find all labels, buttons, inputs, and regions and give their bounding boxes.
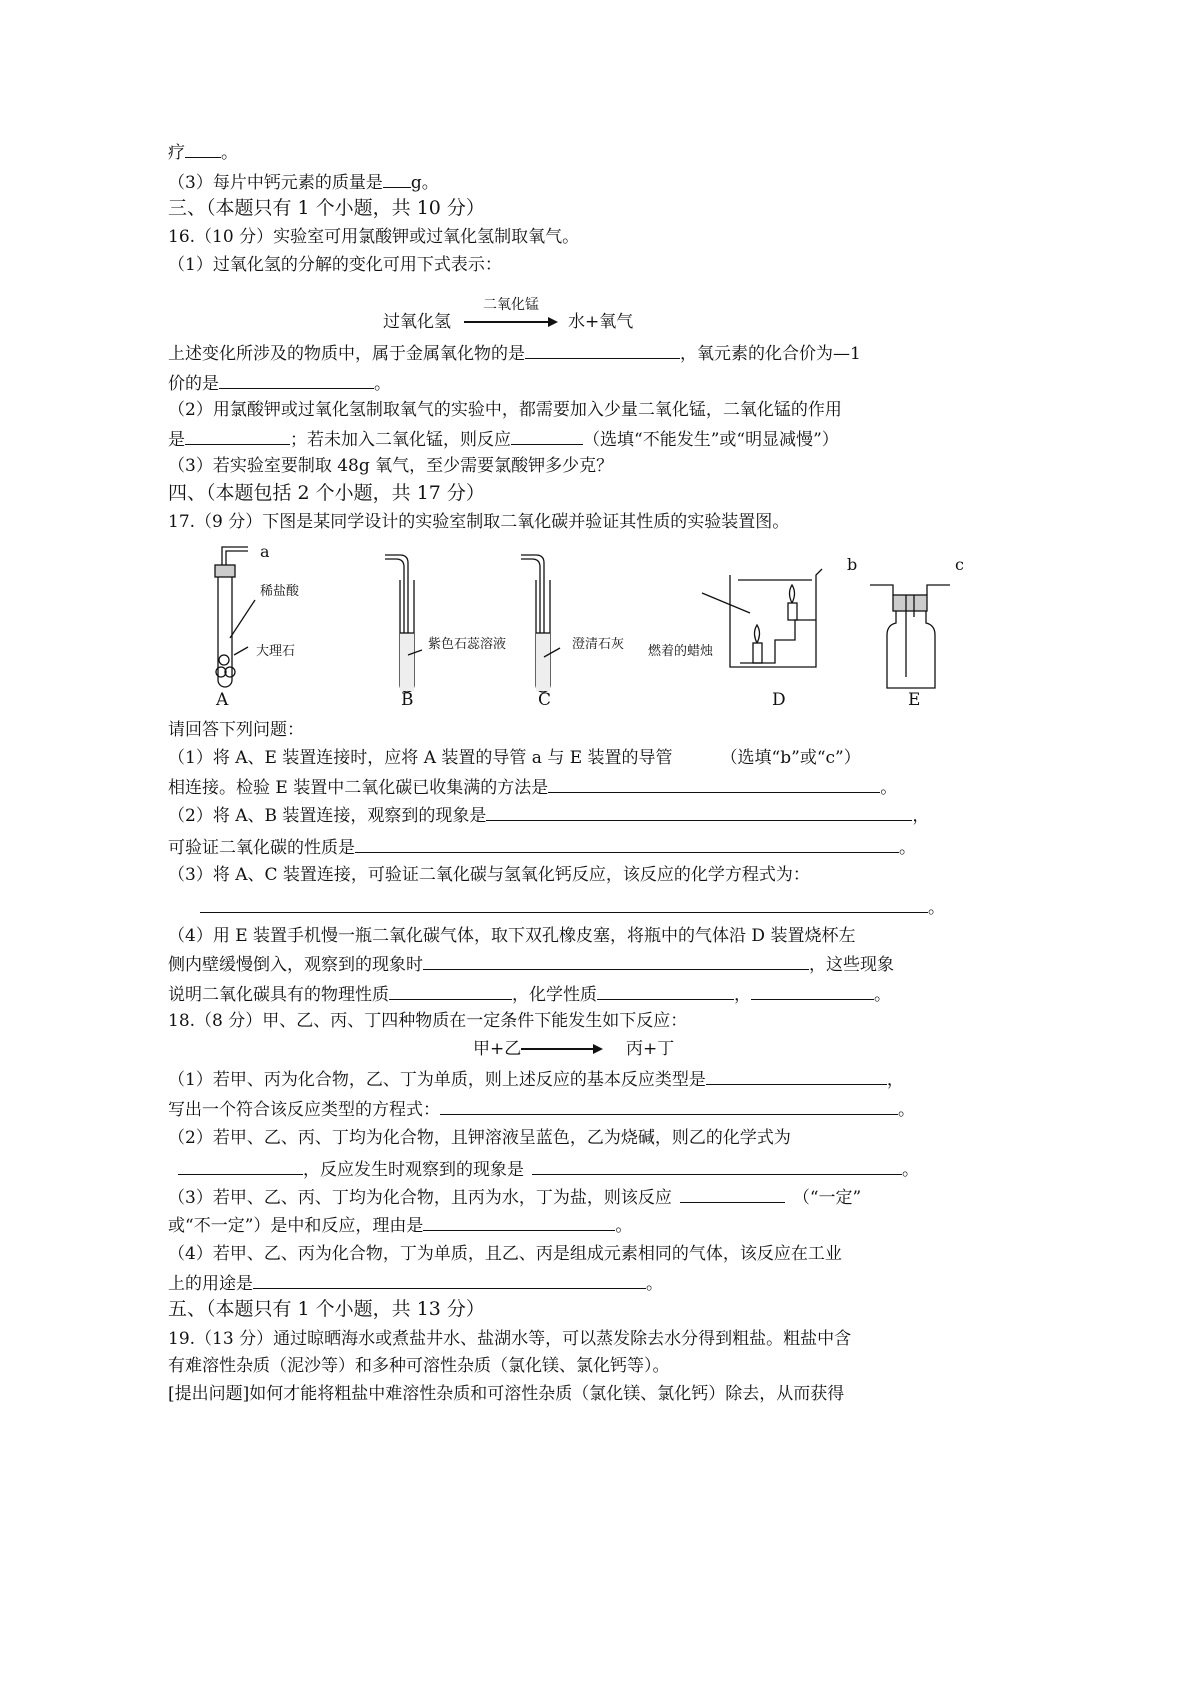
text: （选填“b”或“c”） bbox=[720, 748, 861, 768]
label-marble: 大理石 bbox=[256, 644, 296, 659]
q17-part2-line2 bbox=[168, 835, 916, 857]
answer-blank[interactable] bbox=[680, 1185, 785, 1203]
reaction-arrow-icon bbox=[462, 314, 562, 330]
figure-label-b: B bbox=[401, 690, 414, 710]
text: （选填“不能发生”或“明显减慢”） bbox=[583, 430, 839, 450]
q16-part2: （2）用氯酸钾或过氧化氢制取氧气的实验中，都需要加入少量二氧化锰，二氧化锰的作用 bbox=[168, 400, 842, 420]
answer-blank[interactable] bbox=[185, 427, 290, 445]
q18-part3-line2 bbox=[168, 1213, 632, 1235]
apparatus-c-test-tube bbox=[521, 555, 560, 692]
text: 。 bbox=[646, 1274, 663, 1294]
figure-label-e: E bbox=[908, 690, 921, 710]
answer-blank[interactable] bbox=[178, 1157, 303, 1175]
text: 是 bbox=[168, 430, 185, 450]
label-a: a bbox=[260, 545, 270, 561]
answer-blank[interactable] bbox=[253, 1271, 646, 1289]
text: 上的用途是 bbox=[168, 1274, 253, 1294]
q17-part4-line2 bbox=[168, 952, 894, 974]
answer-blank[interactable] bbox=[389, 982, 512, 1000]
q16-line-9 bbox=[168, 427, 839, 449]
q16-line-6 bbox=[168, 341, 861, 363]
q16-part3: （3）若实验室要制取 48g 氧气，至少需要氯酸钾多少克？ bbox=[168, 456, 614, 476]
section-5-heading: 五、（本题只有 1 个小题，共 13 分） bbox=[168, 1298, 485, 1320]
label-litmus: 紫色石蕊溶液 bbox=[428, 637, 507, 652]
reaction-arrow-icon bbox=[519, 1041, 609, 1057]
q17-part3: （3）将 A、C 装置连接，可验证二氧化碳与氢氧化钙反应，该反应的化学方程式为： bbox=[168, 865, 810, 885]
q17-part4-line3 bbox=[168, 982, 891, 1004]
apparatus-a-test-tube bbox=[215, 547, 255, 687]
q18-part1-line2 bbox=[168, 1097, 915, 1119]
text: 上述变化所涉及的物质中，属于金属氧化物的是 bbox=[168, 344, 525, 364]
label-c: c bbox=[955, 555, 964, 574]
eq-right: 丙+丁 bbox=[626, 1039, 675, 1059]
text: ；若未加入二氧化锰，则反应 bbox=[290, 430, 511, 450]
label-candle: 燃着的蜡烛 bbox=[648, 644, 714, 659]
text: ，氧元素的化合价为—1 bbox=[680, 344, 861, 364]
q15-line-1 bbox=[168, 140, 238, 162]
text: 。 bbox=[880, 778, 898, 798]
apparatus-d-beaker bbox=[702, 569, 822, 667]
text: （3）若甲、乙、丙、丁均为化合物，且丙为水，丁为盐，则该反应 bbox=[168, 1188, 672, 1208]
text: （“一定” bbox=[792, 1188, 862, 1208]
text: 。 bbox=[928, 898, 945, 918]
q18-part2-line2 bbox=[168, 1157, 919, 1179]
q17-part4: （4）用 E 装置手机慢一瓶二氧化碳气体，取下双孔橡皮塞，将瓶中的气体沿 D 装置烧杯左 bbox=[168, 926, 856, 946]
q16-title: 16.（10 分）实验室可用氯酸钾或过氧化氢制取氧气。 bbox=[168, 227, 580, 247]
text: ， bbox=[734, 985, 751, 1005]
q18-part4-line2 bbox=[168, 1271, 663, 1293]
text: 疗 bbox=[168, 143, 185, 163]
text: 侧内壁缓慢倒入，观察到的现象时 bbox=[168, 955, 423, 975]
text: ， bbox=[886, 1070, 904, 1090]
text: 写出一个符合该反应类型的方程式： bbox=[168, 1100, 440, 1120]
q18-part4: （4）若甲、乙、丙为化合物，丁为单质，且乙、丙是组成元素相同的气体，该反应在工业 bbox=[168, 1244, 842, 1264]
answer-blank[interactable] bbox=[486, 803, 912, 821]
text: （1）若甲、丙为化合物，乙、丁为单质，则上述反应的基本反应类型是 bbox=[168, 1070, 706, 1090]
figure-label-a: A bbox=[216, 690, 229, 710]
q16-line-7 bbox=[168, 371, 391, 393]
apparatus-e-gas-bottle bbox=[870, 585, 950, 688]
q19-line-2: 有难溶性杂质（泥沙等）和多种可溶性杂质（氯化镁、氯化钙等）。 bbox=[168, 1356, 670, 1376]
q18-part2: （2）若甲、乙、丙、丁均为化合物，且钾溶液呈蓝色，乙为烧碱，则乙的化学式为 bbox=[168, 1128, 791, 1148]
answer-blank[interactable] bbox=[200, 895, 928, 913]
eq-reactant: 过氧化氢 bbox=[383, 312, 451, 332]
text: 。 bbox=[902, 1160, 919, 1180]
answer-blank[interactable] bbox=[706, 1067, 887, 1085]
answer-blank[interactable] bbox=[440, 1097, 898, 1115]
answer-blank[interactable] bbox=[548, 775, 880, 793]
text: 或“不一定”）是中和反应，理由是 bbox=[168, 1216, 424, 1236]
answer-blank[interactable] bbox=[525, 341, 680, 359]
answer-blank[interactable] bbox=[355, 835, 899, 853]
text: 。 bbox=[874, 985, 891, 1005]
answer-blank[interactable] bbox=[383, 170, 411, 188]
text: g。 bbox=[410, 173, 439, 193]
text: 说明二氧化碳具有的物理性质 bbox=[168, 985, 389, 1005]
text: 。 bbox=[615, 1216, 633, 1236]
q17-part3-answer bbox=[168, 895, 945, 917]
q16-part1: （1）过氧化氢的分解的变化可用下式表示： bbox=[168, 255, 502, 275]
text: ，反应发生时观察到的现象是 bbox=[303, 1160, 524, 1180]
q18-part1 bbox=[168, 1067, 904, 1089]
q18-part3 bbox=[168, 1185, 861, 1207]
q17-part1 bbox=[168, 747, 861, 769]
text: 可验证二氧化碳的性质是 bbox=[168, 838, 355, 858]
catalyst-label: 二氧化锰 bbox=[483, 297, 539, 313]
q17-prompt: 请回答下列问题： bbox=[168, 720, 304, 740]
answer-blank[interactable] bbox=[751, 982, 874, 1000]
answer-blank[interactable] bbox=[219, 371, 374, 389]
q17-title: 17.（9 分）下图是某同学设计的实验室制取二氧化碳并验证其性质的实验装置图。 bbox=[168, 512, 790, 532]
text: 。 bbox=[899, 838, 916, 858]
text: 。 bbox=[221, 143, 238, 163]
section-3-heading: 三、（本题只有 1 个小题，共 10 分） bbox=[168, 197, 485, 219]
q17-part2 bbox=[168, 803, 929, 825]
answer-blank[interactable] bbox=[423, 952, 809, 970]
text: ，这些现象 bbox=[809, 955, 894, 975]
text: ， bbox=[912, 806, 930, 826]
q17-part1-line2 bbox=[168, 775, 897, 797]
text: 相连接。检验 E 装置中二氧化碳已收集满的方法是 bbox=[168, 778, 549, 798]
figure-label-c: C bbox=[538, 690, 552, 710]
answer-blank[interactable] bbox=[511, 427, 583, 445]
answer-blank[interactable] bbox=[532, 1157, 902, 1175]
label-limewater: 澄清石灰 bbox=[572, 637, 625, 652]
q15-line-2 bbox=[168, 170, 439, 192]
text: （3）每片中钙元素的质量是 bbox=[168, 173, 383, 193]
text: 。 bbox=[374, 374, 391, 394]
apparatus-b-test-tube bbox=[385, 555, 422, 692]
label-acid: 稀盐酸 bbox=[260, 584, 300, 599]
answer-blank[interactable] bbox=[185, 140, 221, 158]
text: ，化学性质 bbox=[512, 985, 597, 1005]
text: 。 bbox=[898, 1100, 915, 1120]
answer-blank[interactable] bbox=[423, 1213, 615, 1231]
answer-blank[interactable] bbox=[597, 982, 734, 1000]
section-4-heading: 四、（本题包括 2 个小题，共 17 分） bbox=[168, 482, 485, 504]
text: （2）将 A、B 装置连接，观察到的现象是 bbox=[168, 806, 487, 826]
q19-line-1: 19.（13 分）通过晾晒海水或煮盐井水、盐湖水等，可以蒸发除去水分得到粗盐。粗盐中含 bbox=[168, 1329, 852, 1349]
eq-product: 水+氧气 bbox=[568, 312, 634, 332]
q19-line-3: [提出问题]如何才能将粗盐中难溶性杂质和可溶性杂质（氯化镁、氯化钙）除去，从而获得 bbox=[168, 1384, 845, 1404]
figure-label-d: D bbox=[772, 690, 786, 710]
apparatus-figure bbox=[190, 545, 990, 695]
text: （1）将 A、E 装置连接时，应将 A 装置的导管 a 与 E 装置的导管 bbox=[168, 748, 673, 768]
text: 价的是 bbox=[168, 374, 219, 394]
q18-title: 18.（8 分）甲、乙、丙、丁四种物质在一定条件下能发生如下反应： bbox=[168, 1011, 688, 1031]
label-b: b bbox=[847, 555, 858, 574]
eq-left: 甲+乙 bbox=[473, 1039, 522, 1059]
